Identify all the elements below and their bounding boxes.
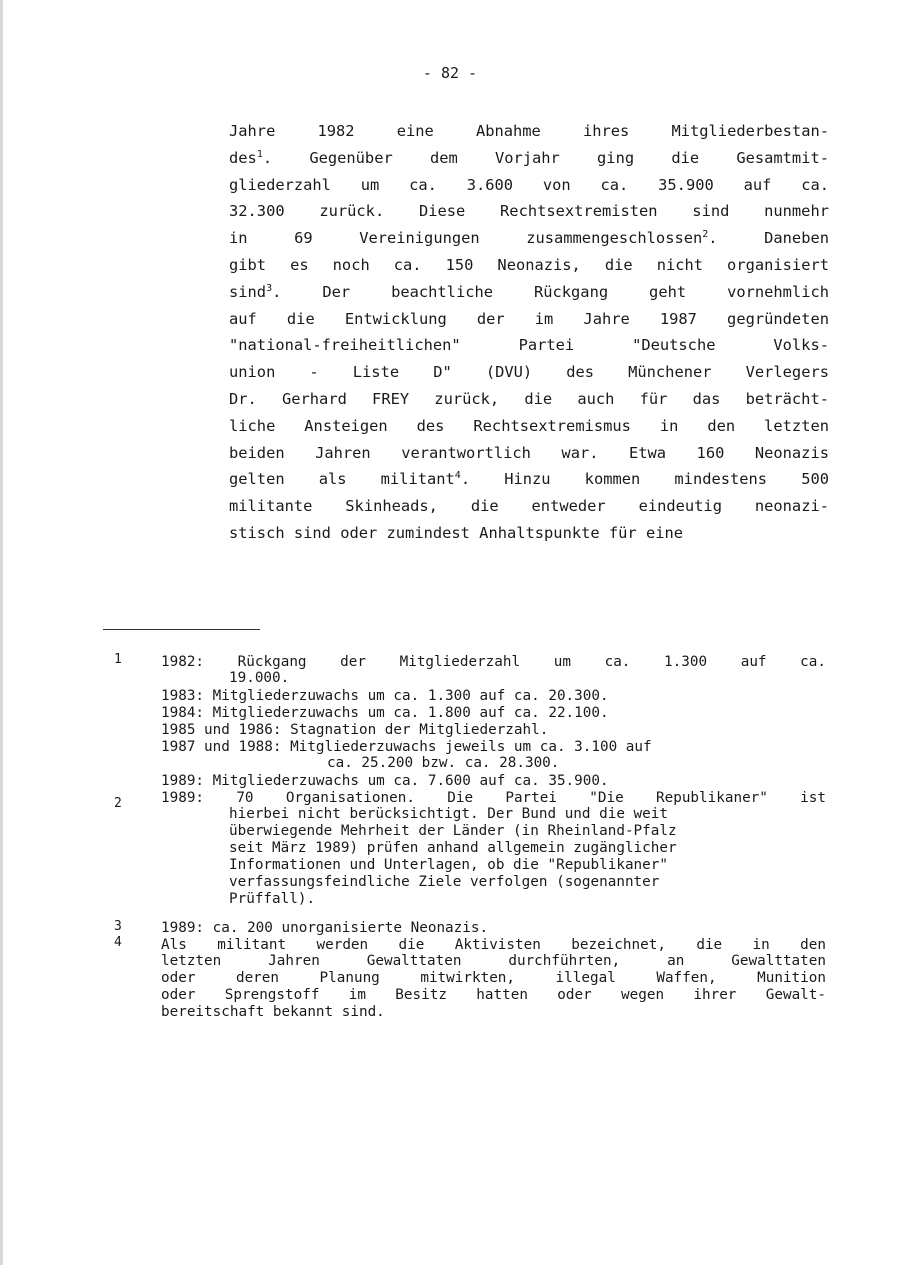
footnote-ref: 1 <box>256 148 263 160</box>
footnote-ref: 2 <box>702 229 709 241</box>
footnote-line: überwiegende Mehrheit der Länder (in Rheinland-Pfalz <box>229 823 677 839</box>
body-line <box>229 198 829 225</box>
footnote-line: seit März 1989) prüfen anhand allgemein zugänglicher <box>229 840 677 856</box>
footnote-line: letzten Jahren Gewalttaten durchführten, an Gewalttaten <box>161 953 826 969</box>
text-segment: gelten als militant <box>229 470 455 489</box>
body-line <box>229 145 829 172</box>
footnote-ref: 3 <box>266 282 273 294</box>
footnote-number: 3 <box>114 919 122 934</box>
text-segment: Dr. Gerhard FREY zurück, die auch für das beträcht- <box>229 389 829 408</box>
text-segment: . Gegenüber dem Vorjahr ging die Gesamtmit- <box>262 148 829 167</box>
body-line <box>229 386 829 413</box>
footnote-separator <box>103 629 260 630</box>
body-line <box>229 413 829 440</box>
footnote-line: Prüffall). <box>229 891 316 907</box>
footnote-line: 1989: ca. 200 unorganisierte Neonazis. <box>161 920 489 936</box>
body-line <box>229 252 829 279</box>
text-segment: militante Skinheads, die entweder eindeutig neonazi- <box>229 497 829 516</box>
text-segment: in 69 Vereinigungen zusammengeschlossen <box>229 229 703 248</box>
footnote-ref: 4 <box>454 470 461 482</box>
footnote-line: 1984: Mitgliederzuwachs um ca. 1.800 auf ca. 22.100. <box>161 705 609 721</box>
footnote-line: 1982: Rückgang der Mitgliederzahl um ca. 1.300 auf ca. <box>161 654 826 670</box>
footnote-line: hierbei nicht berücksichtigt. Der Bund und die weit <box>229 806 668 822</box>
footnote-line: 19.000. <box>229 670 290 686</box>
text-segment: gliederzahl um ca. 3.600 von ca. 35.900 auf ca. <box>229 175 829 194</box>
footnote-number: 1 <box>114 652 122 667</box>
footnote-line: verfassungsfeindliche Ziele verfolgen (sogenannter <box>229 874 660 890</box>
body-line <box>229 306 829 333</box>
footnote-line: 1985 und 1986: Stagnation der Mitgliederzahl. <box>161 722 549 738</box>
body-line <box>229 225 829 252</box>
footnote-line: 1987 und 1988: Mitgliederzuwachs jeweils um ca. 3.100 auf <box>161 739 652 755</box>
text-segment: sind <box>229 282 267 301</box>
text-segment: . Hinzu kommen mindestens 500 <box>460 470 829 489</box>
text-segment: "national-freiheitlichen" Partei "Deutsche Volks- <box>229 336 829 355</box>
body-line <box>229 520 829 547</box>
text-segment: Jahre 1982 eine Abnahme ihres Mitgliederbestan- <box>229 122 829 140</box>
body-text <box>229 118 829 547</box>
text-segment: stisch sind oder zumindest Anhaltspunkte für eine <box>229 523 684 542</box>
text-segment: des <box>229 148 257 167</box>
page-edge <box>0 0 3 1265</box>
text-segment: 32.300 zurück. Diese Rechtsextremisten sind nunmehr <box>229 202 829 221</box>
footnote-line: Informationen und Unterlagen, ob die "Republikaner" <box>229 857 668 873</box>
footnote-line: Als militant werden die Aktivisten bezeichnet, die in den <box>161 937 826 953</box>
text-segment: beiden Jahren verantwortlich war. Etwa 160 Neonazis <box>229 443 829 462</box>
text-segment: union - Liste D" (DVU) des Münchener Verlegers <box>229 363 829 382</box>
body-line <box>229 466 829 493</box>
text-segment: gibt es noch ca. 150 Neonazis, die nicht organisiert <box>229 255 829 274</box>
footnote-line: ca. 25.200 bzw. ca. 28.300. <box>327 755 560 771</box>
footnote-line: 1989: Mitgliederzuwachs um ca. 7.600 auf ca. 35.900. <box>161 773 609 789</box>
body-line <box>229 332 829 359</box>
body-line <box>229 172 829 199</box>
footnote-line: 1983: Mitgliederzuwachs um ca. 1.300 auf ca. 20.300. <box>161 688 609 704</box>
footnote-number: 4 <box>114 935 122 950</box>
body-line <box>229 118 829 145</box>
body-line <box>229 279 829 306</box>
footnote-line: oder Sprengstoff im Besitz hatten oder wegen ihrer Gewalt- <box>161 987 826 1003</box>
text-segment: auf die Entwicklung der im Jahre 1987 gegründeten <box>229 309 829 328</box>
text-segment: . Der beachtliche Rückgang geht vornehmlich <box>272 282 829 301</box>
body-line <box>229 440 829 467</box>
footnote-number: 2 <box>114 796 122 811</box>
page-number: - 82 - <box>422 64 478 82</box>
footnote-line: oder deren Planung mitwirkten, illegal Waffen, Munition <box>161 970 826 986</box>
text-segment: . Daneben <box>708 229 829 248</box>
footnote-line: bereitschaft bekannt sind. <box>161 1004 385 1020</box>
footnote-line: 1989: 70 Organisationen. Die Partei "Die Republikaner" ist <box>161 790 826 806</box>
body-line <box>229 359 829 386</box>
text-segment: liche Ansteigen des Rechtsextremismus in den letzten <box>229 416 829 435</box>
body-line <box>229 493 829 520</box>
